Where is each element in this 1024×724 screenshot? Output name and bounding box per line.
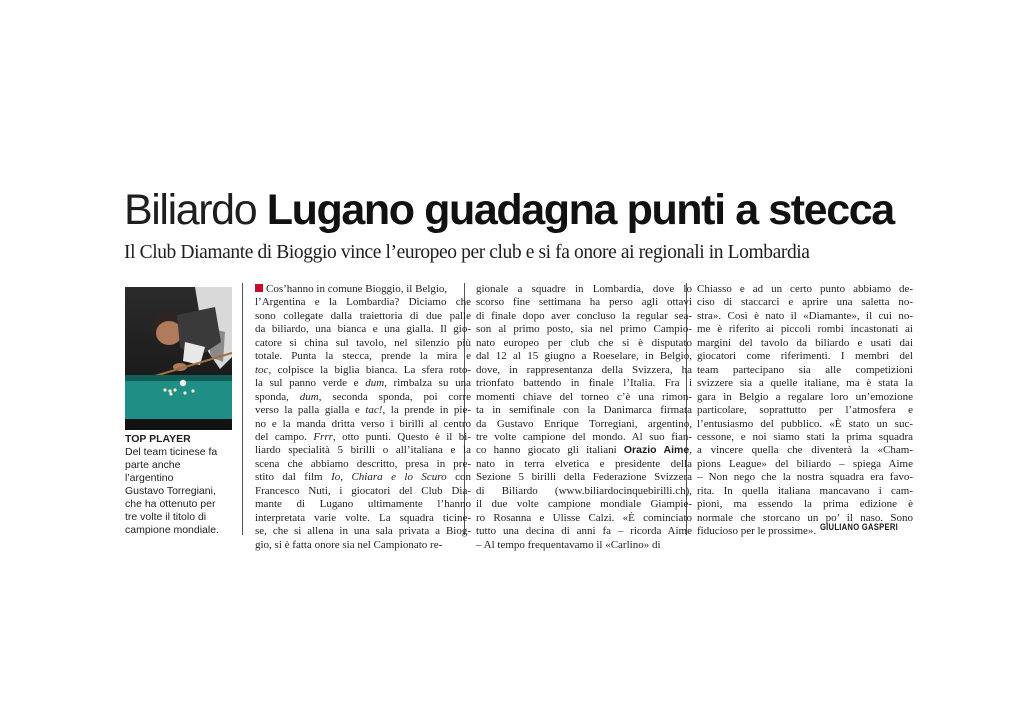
headline-kicker: Biliardo — [124, 186, 257, 234]
caption-line: tre volte il titolo di — [125, 511, 207, 523]
article-line: stito dal film Io, Chiara e lo Scuro con — [255, 471, 471, 484]
article-column-2 — [476, 283, 692, 552]
article-line: trionfato battendo in finale l’Italia. Fra i — [476, 377, 692, 390]
article-line: cessone, e noi siamo stati la prima squadra — [697, 430, 913, 443]
article-line: nato in terra elvetica e presidente della — [476, 457, 692, 470]
article-line: gionale a squadre in Lombardia, dove lo — [476, 283, 692, 295]
article-line: ciso di staccarci e aprire una saletta no- — [697, 296, 913, 309]
article-line: catore si china sul tavolo, nel silenzio più — [255, 336, 471, 349]
article-line: son al primo posto, sia nel primo Campio- — [476, 323, 692, 336]
article-line: totale. Punta la stecca, prende la mira e — [255, 350, 471, 363]
article-line: pioni, ma essendo la prima edizione è — [697, 498, 913, 511]
article-line: sono collegate dalla traiettoria di due palle — [255, 309, 471, 322]
article-line: gio, si è fatta onore sia nel Campionato re- — [255, 538, 443, 551]
article-line: l’Argentina e la Lombardia? Diciamo che — [255, 296, 471, 309]
article-line: tutto una decina di anni fa – ricorda Aime — [476, 525, 692, 538]
article-line: sponda, dum, seconda sponda, poi corre — [255, 390, 471, 403]
article-line: Chiasso e ad un certo punto abbiamo de- — [697, 283, 913, 295]
article-line: pions League» del biliardo – spiega Aime — [697, 457, 913, 470]
caption-line: che ha ottenuto per — [125, 498, 216, 510]
article-line: Francesco Nuti, i giocatori del Club Dia- — [255, 484, 471, 497]
article-line: team partecipano sia alle competizioni — [697, 363, 913, 376]
caption-line: campione mondiale. — [125, 524, 219, 536]
article-line: dal 12 al 15 giugno a Roeselare, in Belgio, — [476, 350, 692, 363]
section-marker-icon — [255, 284, 263, 292]
caption-line: l’argentino — [125, 472, 174, 484]
article-line: scorso fine settimana ha perso agli ottavi — [476, 296, 692, 309]
article-line: ro Rosanna e Ulisse Calzi. «È cominciato — [476, 511, 692, 524]
article-photo — [125, 287, 232, 430]
article-line: – Non nego che la nostra squadra era favo- — [697, 471, 913, 484]
article-line: giocatori come riferimenti. I membri del — [697, 350, 913, 363]
article-line: stra». Così è nato il «Diamante», il cui no- — [697, 309, 913, 322]
article-line: margini del tavolo da biliardo e usati dai — [697, 336, 913, 349]
article-line: particolare, soprattutto per l’atmosfera e — [697, 404, 913, 417]
article-line: mante di Lugano ultimamente l’hanno — [255, 498, 471, 511]
article-line: di Biliardo (www.biliardocinquebirilli.ch), — [476, 484, 692, 497]
article-column-1 — [255, 283, 471, 552]
article-line: no e la manda dritta verso i birilli al centro — [255, 417, 471, 430]
article-line: scena che abbiamo descritto, presa in pre- — [255, 457, 471, 470]
caption-title: TOP PLAYER — [125, 433, 191, 445]
article-line: me è riferito ai piccoli rombi incastonati ai — [697, 323, 913, 336]
article-line: tre volte campione del mondo. Al suo fian- — [476, 430, 692, 443]
photo-caption — [125, 433, 235, 537]
subheadline: Il Club Diamante di Bioggio vince l’europeo per club e si fa onore ai regionali in Lombardia — [124, 242, 810, 263]
article-line: la sul panno verde e dum, rimbalza su una — [255, 377, 471, 390]
article-line: da Gustavo Enrique Torregiani, argentino, — [476, 417, 692, 430]
article-line: di finale dopo aver concluso la regular sea- — [476, 309, 692, 322]
article-line: se, che si allena in una sala privata a Biog- — [255, 525, 471, 538]
article-line: normale che storcano un po’ il naso. Sono — [697, 511, 913, 524]
article-line: da biliardo, una bianca e una gialla. Il gio- — [255, 323, 471, 336]
article-line: svizzere sia a quelle italiane, ma è stata la — [697, 377, 913, 390]
article-line: ta in semifinale con la Danimarca firmata — [476, 404, 692, 417]
caption-line: Del team ticinese fa — [125, 446, 218, 458]
article-line: co hanno giocato gli italiani Orazio Aime, — [476, 444, 692, 457]
article-line: toc, colpisce la biglia bianca. La sfera roto- — [255, 363, 471, 376]
article-line: liardo specialità 5 birilli o all’italiana e la — [255, 444, 471, 457]
article-line: interpretata varie volte. La squadra ticine- — [255, 511, 471, 524]
byline: GIULIANO GASPERI — [819, 522, 898, 532]
column-divider — [242, 283, 243, 535]
article-line: l’entusiasmo del pubblico. «È stato un suc- — [697, 417, 913, 430]
article-line: momenti chiave del torneo c’è una rimon- — [476, 390, 692, 403]
article-line: a vincere quella che diventerà la «Cham- — [697, 444, 913, 457]
article-line: il due volte campione mondiale Giampie- — [476, 498, 692, 511]
article-line: verso la palla gialla e tac!, la prende in pie- — [255, 404, 471, 417]
article-column-3 — [697, 283, 913, 539]
article-line: Sezione 5 birilli della Federazione Svizzera — [476, 471, 692, 484]
caption-line: Gustavo Torregiani, — [125, 485, 216, 497]
article-line: dove, in rappresentanza della Svizzera, ha — [476, 363, 692, 376]
article-line: fiducioso per le prossime». — [697, 525, 817, 538]
caption-line: parte anche — [125, 459, 181, 471]
article-line: – Al tempo frequentavamo il «Carlino» di — [476, 538, 661, 551]
article-line: gara in Belgio a regalare loro un’emozione — [697, 390, 913, 403]
article-line: Cos’hanno in comune Bioggio, il Belgio, — [255, 283, 471, 296]
headline-title: Lugano guadagna punti a stecca — [266, 186, 894, 234]
article-line: rita. In quella italiana mancavano i cam- — [697, 484, 913, 497]
article-line: del campo. Frrr, otto punti. Questo è il bi- — [255, 430, 471, 443]
article-line: nato europeo per club che si è disputato — [476, 336, 692, 349]
billiard-player-illustration — [125, 287, 232, 430]
headline — [124, 184, 914, 236]
